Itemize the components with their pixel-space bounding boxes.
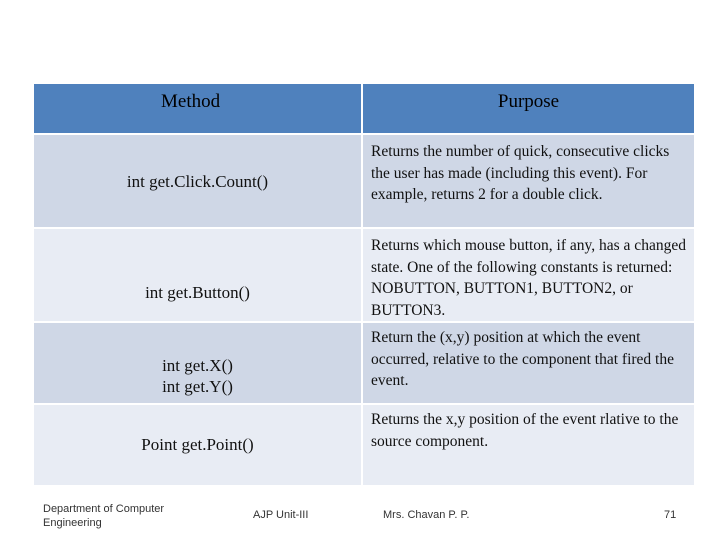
purpose-cell: Return the (x,y) position at which the event occurred, relative to the component that fired the event. [363,323,694,405]
header-method-label: Method [161,91,221,112]
page-number: 71 [664,509,677,521]
header-purpose: Purpose [363,84,694,135]
method-cell [34,229,363,323]
table-row [34,323,694,405]
table-header-row [34,84,694,135]
method-cell [34,135,363,229]
method-name: int get.Button() [145,283,250,302]
purpose-cell: Returns the x,y position of the event rlative to the source component. [363,405,694,487]
method-name: Point get.Point() [141,435,254,454]
table-row [34,135,694,229]
slide-footer [0,500,720,540]
method-cell [34,405,363,487]
table-row [34,229,694,323]
footer-department: Department of Computer Engineering [43,503,165,529]
method-name: int get.Click.Count() [126,171,269,191]
methods-table [34,84,694,487]
method-cell [34,323,363,405]
purpose-cell: Returns the number of quick, consecutive clicks the user has made (including this event). For example, returns 2 for a double click. [363,135,694,229]
method-name: int get.Y() [162,377,233,396]
method-name: int get.X() [162,356,233,375]
footer-unit: AJP Unit-III [253,509,309,521]
footer-author: Mrs. Chavan P. P. [383,509,470,521]
table-row [34,405,694,487]
purpose-cell: Returns which mouse button, if any, has a changed state. One of the following constants is returned: NOBUTTON, BUTTON1, BUTTON2, or BUTTON3. [363,229,694,323]
header-method [34,84,363,135]
